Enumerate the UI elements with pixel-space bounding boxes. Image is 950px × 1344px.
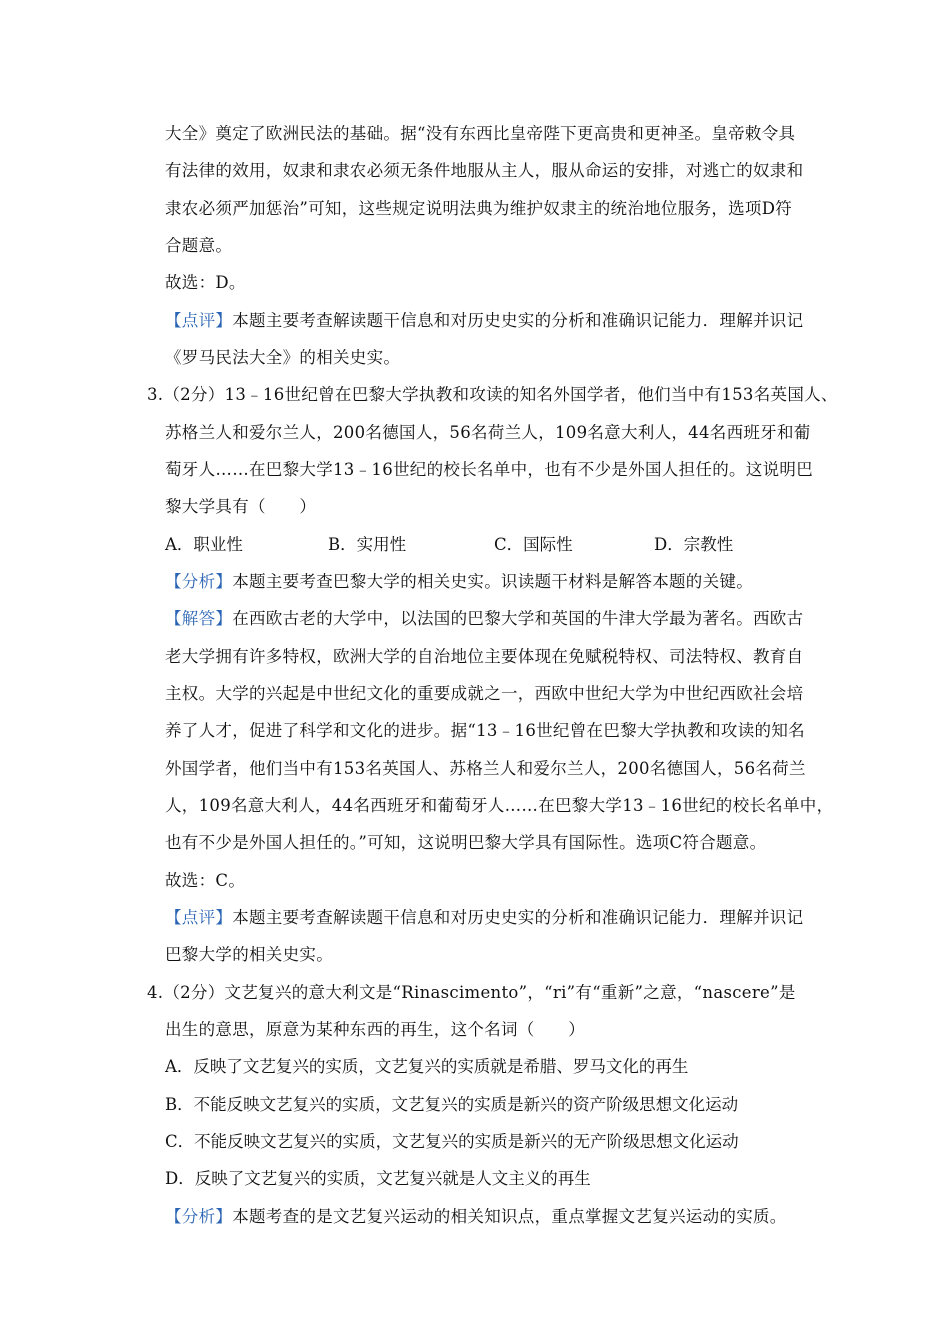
q2-paragraph-line: 大全》奠定了欧洲民法的基础。据“没有东西比皇帝陛下更高贵和更神圣。皇帝敕令具 (165, 124, 796, 143)
q3-answer-line: 也有不少是外国人担任的。”可知，这说明巴黎大学具有国际性。选项C符合题意。 (165, 833, 767, 852)
q3-stem-line: 苏格兰人和爱尔兰人，200名德国人，56名荷兰人，109名意大利人，44名西班牙和葡 (165, 423, 811, 442)
q3-comment-line (165, 906, 803, 930)
q4-option-a: A．反映了文艺复兴的实质，文艺复兴的实质就是希腊、罗马文化的再生 (165, 1057, 689, 1076)
q3-comment-text: 本题主要考查解读题干信息和对历史史实的分析和准确识记能力．理解并识记 (232, 908, 804, 927)
q4-analysis (165, 1205, 787, 1229)
comment-tag: 【点评】 (165, 908, 233, 927)
q3-answer-line: 主权。大学的兴起是中世纪文化的重要成就之一，西欧中世纪大学为中世纪西欧社会培 (165, 684, 804, 703)
q2-comment-line: 《罗马民法大全》的相关史实。 (165, 348, 401, 367)
q2-paragraph-line: 合题意。 (165, 236, 233, 255)
q3-answer-line: 人，109名意大利人，44名西班牙和葡萄牙人……在巴黎大学13﹣16世纪的校长名单中， (165, 796, 834, 815)
q4-analysis-text: 本题考查的是文艺复兴运动的相关知识点，重点掌握文艺复兴运动的实质。 (232, 1207, 787, 1226)
q3-analysis (165, 570, 753, 594)
q3-choice: 故选：C。 (165, 871, 246, 890)
q2-paragraph-line: 有法律的效用，奴隶和隶农必须无条件地服从主人，服从命运的安排，对逃亡的奴隶和 (165, 161, 804, 180)
q2-paragraph-line: 隶农必须严加惩治”可知，这些规定说明法典为维护奴隶主的统治地位服务，选项D符 (165, 199, 793, 218)
analysis-tag: 【分析】 (165, 1207, 233, 1226)
q4-option-d: D．反映了文艺复兴的实质，文艺复兴就是人文主义的再生 (165, 1169, 591, 1188)
q3-option-d: D．宗教性 (654, 535, 734, 554)
q4-stem-line: 4.（2分）文艺复兴的意大利文是“Rinascimento”，“ri”有“重新”之意，“nascere”是 (147, 983, 796, 1002)
q3-answer-line: 养了人才，促进了科学和文化的进步。据“13﹣16世纪曾在巴黎大学执教和攻读的知名 (165, 721, 805, 740)
q2-choice: 故选：D。 (165, 273, 246, 292)
q3-analysis-text: 本题主要考查巴黎大学的相关史实。识读题干材料是解答本题的关键。 (232, 572, 754, 591)
q4-stem-line: 出生的意思，原意为某种东西的再生，这个名词（ ） (165, 1020, 585, 1039)
answer-tag: 【解答】 (165, 609, 233, 628)
q3-answer-line: 外国学者，他们当中有153名英国人、苏格兰人和爱尔兰人，200名德国人，56名荷兰 (165, 759, 806, 778)
q3-stem-line: 黎大学具有（ ） (165, 497, 317, 516)
comment-tag: 【点评】 (165, 311, 233, 330)
analysis-tag: 【分析】 (165, 572, 233, 591)
q3-option-b: B．实用性 (328, 535, 407, 554)
q3-answer-text: 在西欧古老的大学中，以法国的巴黎大学和英国的牛津大学最为著名。西欧古 (232, 609, 804, 628)
q2-comment-line (165, 309, 803, 333)
q3-option-a: A．职业性 (165, 535, 243, 554)
q3-option-c: C．国际性 (494, 535, 573, 554)
q3-stem-line: 3.（2分）13﹣16世纪曾在巴黎大学执教和攻读的知名外国学者，他们当中有153名英国人、 (147, 385, 838, 404)
q4-option-b: B．不能反映文艺复兴的实质，文艺复兴的实质是新兴的资产阶级思想文化运动 (165, 1095, 739, 1114)
q4-option-c: C．不能反映文艺复兴的实质，文艺复兴的实质是新兴的无产阶级思想文化运动 (165, 1132, 739, 1151)
q3-stem-line: 萄牙人……在巴黎大学13﹣16世纪的校长名单中，也有不少是外国人担任的。这说明巴 (165, 460, 813, 479)
q3-answer-line (165, 607, 803, 631)
q3-comment-line: 巴黎大学的相关史实。 (165, 945, 333, 964)
q2-comment-text: 本题主要考查解读题干信息和对历史史实的分析和准确识记能力．理解并识记 (232, 311, 804, 330)
q3-answer-line: 老大学拥有许多特权，欧洲大学的自治地位主要体现在免赋税特权、司法特权、教育自 (165, 647, 804, 666)
